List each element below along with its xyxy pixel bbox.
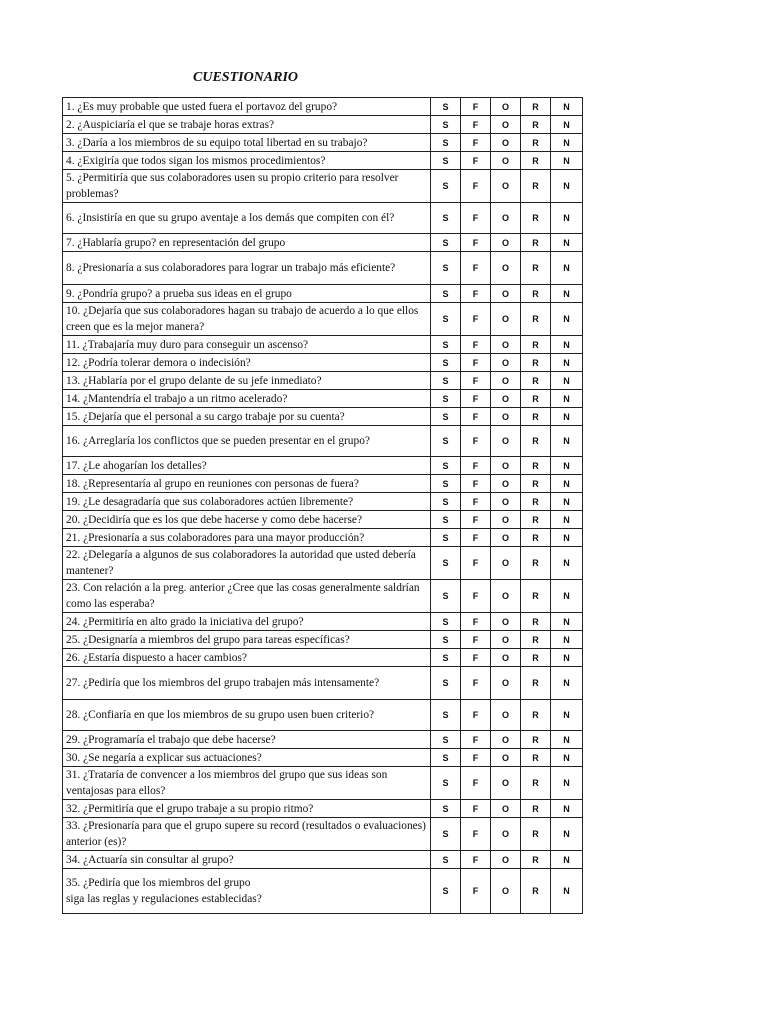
option-s[interactable]: S [431, 98, 461, 116]
option-r[interactable]: R [521, 800, 551, 818]
question-text: 32. ¿Permitiría que el grupo trabaje a su propio ritmo? [63, 800, 431, 818]
option-s[interactable]: S [431, 700, 461, 731]
option-f[interactable]: F [461, 457, 491, 475]
option-f[interactable]: F [461, 580, 491, 613]
question-text: 26. ¿Estaría dispuesto a hacer cambios? [63, 649, 431, 667]
option-r[interactable]: R [521, 475, 551, 493]
option-s[interactable]: S [431, 529, 461, 547]
question-row [63, 529, 583, 547]
option-f[interactable]: F [461, 631, 491, 649]
option-n[interactable]: N [551, 152, 583, 170]
option-n[interactable]: N [551, 749, 583, 767]
question-row [63, 354, 583, 372]
option-s[interactable]: S [431, 234, 461, 252]
option-r[interactable]: R [521, 731, 551, 749]
option-s[interactable]: S [431, 613, 461, 631]
option-f[interactable]: F [461, 203, 491, 234]
question-text: 30. ¿Se negaría a explicar sus actuaciones? [63, 749, 431, 767]
option-f[interactable]: F [461, 285, 491, 303]
option-o[interactable]: O [491, 547, 521, 580]
option-n[interactable]: N [551, 580, 583, 613]
option-n[interactable]: N [551, 170, 583, 203]
question-row [63, 203, 583, 234]
question-text: 16. ¿Arreglaría los conflictos que se pueden presentar en el grupo? [63, 426, 431, 457]
option-r[interactable]: R [521, 580, 551, 613]
option-f[interactable]: F [461, 851, 491, 869]
question-row [63, 170, 583, 203]
question-row [63, 390, 583, 408]
question-row [63, 547, 583, 580]
option-r[interactable]: R [521, 303, 551, 336]
option-o[interactable]: O [491, 457, 521, 475]
option-o[interactable]: O [491, 134, 521, 152]
option-r[interactable]: R [521, 234, 551, 252]
question-row [63, 749, 583, 767]
option-o[interactable]: O [491, 303, 521, 336]
option-o[interactable]: O [491, 851, 521, 869]
question-text: 3. ¿Daría a los miembros de su equipo total libertad en su trabajo? [63, 134, 431, 152]
option-n[interactable]: N [551, 547, 583, 580]
question-row [63, 869, 583, 914]
option-r[interactable]: R [521, 116, 551, 134]
option-f[interactable]: F [461, 354, 491, 372]
option-o[interactable]: O [491, 152, 521, 170]
option-s[interactable]: S [431, 851, 461, 869]
option-n[interactable]: N [551, 511, 583, 529]
option-s[interactable]: S [431, 475, 461, 493]
option-o[interactable]: O [491, 800, 521, 818]
question-row [63, 818, 583, 851]
question-text: 2. ¿Auspiciaría el que se trabaje horas extras? [63, 116, 431, 134]
option-o[interactable]: O [491, 869, 521, 914]
question-row [63, 511, 583, 529]
option-f[interactable]: F [461, 667, 491, 700]
option-o[interactable]: O [491, 234, 521, 252]
option-f[interactable]: F [461, 731, 491, 749]
option-r[interactable]: R [521, 493, 551, 511]
option-f[interactable]: F [461, 613, 491, 631]
option-r[interactable]: R [521, 134, 551, 152]
option-o[interactable]: O [491, 749, 521, 767]
option-f[interactable]: F [461, 818, 491, 851]
option-o[interactable]: O [491, 336, 521, 354]
question-row [63, 580, 583, 613]
option-n[interactable]: N [551, 613, 583, 631]
option-n[interactable]: N [551, 390, 583, 408]
question-text: 34. ¿Actuaría sin consultar al grupo? [63, 851, 431, 869]
question-row [63, 408, 583, 426]
question-text: 13. ¿Hablaría por el grupo delante de su jefe inmediato? [63, 372, 431, 390]
question-text: 8. ¿Presionaría a sus colaboradores para lograr un trabajo más eficiente? [63, 252, 431, 285]
option-n[interactable]: N [551, 252, 583, 285]
option-n[interactable]: N [551, 818, 583, 851]
option-f[interactable]: F [461, 98, 491, 116]
page-title: CUESTIONARIO [193, 70, 299, 85]
option-n[interactable]: N [551, 667, 583, 700]
option-r[interactable]: R [521, 613, 551, 631]
question-row [63, 134, 583, 152]
option-o[interactable]: O [491, 649, 521, 667]
option-f[interactable]: F [461, 252, 491, 285]
questionnaire-body [63, 98, 583, 914]
option-s[interactable]: S [431, 372, 461, 390]
option-o[interactable]: O [491, 613, 521, 631]
option-o[interactable]: O [491, 372, 521, 390]
question-text: 6. ¿Insistiría en que su grupo aventaje a los demás que compiten con él? [63, 203, 431, 234]
option-n[interactable]: N [551, 98, 583, 116]
option-o[interactable]: O [491, 511, 521, 529]
option-r[interactable]: R [521, 457, 551, 475]
option-n[interactable]: N [551, 731, 583, 749]
option-n[interactable]: N [551, 408, 583, 426]
question-row [63, 457, 583, 475]
option-n[interactable]: N [551, 493, 583, 511]
question-row [63, 336, 583, 354]
option-s[interactable]: S [431, 336, 461, 354]
question-text: 19. ¿Le desagradaría que sus colaboradores actúen libremente? [63, 493, 431, 511]
option-n[interactable]: N [551, 134, 583, 152]
question-row [63, 98, 583, 116]
option-s[interactable]: S [431, 749, 461, 767]
option-r[interactable]: R [521, 649, 551, 667]
option-r[interactable]: R [521, 98, 551, 116]
option-n[interactable]: N [551, 203, 583, 234]
question-row [63, 475, 583, 493]
option-s[interactable]: S [431, 152, 461, 170]
option-f[interactable]: F [461, 869, 491, 914]
option-r[interactable]: R [521, 170, 551, 203]
option-f[interactable]: F [461, 408, 491, 426]
option-r[interactable]: R [521, 700, 551, 731]
question-text: 10. ¿Dejaría que sus colaboradores hagan su trabajo de acuerdo a lo que ellos creen que es la mejor manera? [63, 303, 431, 336]
option-r[interactable]: R [521, 285, 551, 303]
option-o[interactable]: O [491, 203, 521, 234]
question-row [63, 800, 583, 818]
option-o[interactable]: O [491, 354, 521, 372]
option-f[interactable]: F [461, 475, 491, 493]
option-s[interactable]: S [431, 869, 461, 914]
question-text: 4. ¿Exigiría que todos sigan los mismos procedimientos? [63, 152, 431, 170]
option-o[interactable]: O [491, 700, 521, 731]
option-n[interactable]: N [551, 869, 583, 914]
option-r[interactable]: R [521, 749, 551, 767]
option-s[interactable]: S [431, 116, 461, 134]
option-o[interactable]: O [491, 252, 521, 285]
question-text: 35. ¿Pediría que los miembros del grupo siga las reglas y regulaciones establecidas? [63, 869, 431, 914]
option-o[interactable]: O [491, 408, 521, 426]
option-n[interactable]: N [551, 767, 583, 800]
question-text: 17. ¿Le ahogarían los detalles? [63, 457, 431, 475]
option-s[interactable]: S [431, 800, 461, 818]
question-row [63, 116, 583, 134]
question-text: 5. ¿Permitiría que sus colaboradores usen su propio criterio para resolver problemas? [63, 170, 431, 203]
option-r[interactable]: R [521, 547, 551, 580]
option-n[interactable]: N [551, 851, 583, 869]
option-s[interactable]: S [431, 511, 461, 529]
question-text: 1. ¿Es muy probable que usted fuera el portavoz del grupo? [63, 98, 431, 116]
option-r[interactable]: R [521, 529, 551, 547]
question-row [63, 493, 583, 511]
option-r[interactable]: R [521, 354, 551, 372]
option-n[interactable]: N [551, 631, 583, 649]
option-r[interactable]: R [521, 152, 551, 170]
option-s[interactable]: S [431, 580, 461, 613]
option-f[interactable]: F [461, 529, 491, 547]
question-row [63, 303, 583, 336]
option-f[interactable]: F [461, 303, 491, 336]
question-text: 33. ¿Presionaría para que el grupo supere su record (resultados o evaluaciones) anterior (es)? [63, 818, 431, 851]
option-r[interactable]: R [521, 869, 551, 914]
option-o[interactable]: O [491, 493, 521, 511]
option-f[interactable]: F [461, 426, 491, 457]
option-f[interactable]: F [461, 511, 491, 529]
question-row [63, 613, 583, 631]
option-f[interactable]: F [461, 152, 491, 170]
option-r[interactable]: R [521, 390, 551, 408]
option-s[interactable]: S [431, 731, 461, 749]
option-n[interactable]: N [551, 649, 583, 667]
option-r[interactable]: R [521, 818, 551, 851]
option-o[interactable]: O [491, 475, 521, 493]
option-n[interactable]: N [551, 354, 583, 372]
option-s[interactable]: S [431, 457, 461, 475]
option-r[interactable]: R [521, 511, 551, 529]
option-f[interactable]: F [461, 372, 491, 390]
option-n[interactable]: N [551, 303, 583, 336]
option-s[interactable]: S [431, 203, 461, 234]
option-n[interactable]: N [551, 475, 583, 493]
option-n[interactable]: N [551, 234, 583, 252]
option-s[interactable]: S [431, 818, 461, 851]
question-text: 12. ¿Podría tolerar demora o indecisión? [63, 354, 431, 372]
option-o[interactable]: O [491, 731, 521, 749]
option-s[interactable]: S [431, 667, 461, 700]
question-row [63, 767, 583, 800]
option-s[interactable]: S [431, 649, 461, 667]
option-f[interactable]: F [461, 170, 491, 203]
option-o[interactable]: O [491, 170, 521, 203]
option-o[interactable]: O [491, 529, 521, 547]
option-n[interactable]: N [551, 285, 583, 303]
option-o[interactable]: O [491, 818, 521, 851]
option-r[interactable]: R [521, 203, 551, 234]
option-n[interactable]: N [551, 800, 583, 818]
option-f[interactable]: F [461, 767, 491, 800]
option-o[interactable]: O [491, 116, 521, 134]
option-f[interactable]: F [461, 800, 491, 818]
option-f[interactable]: F [461, 749, 491, 767]
question-text: 27. ¿Pediría que los miembros del grupo trabajen más intensamente? [63, 667, 431, 700]
option-f[interactable]: F [461, 649, 491, 667]
option-n[interactable]: N [551, 426, 583, 457]
question-row [63, 372, 583, 390]
option-n[interactable]: N [551, 336, 583, 354]
option-o[interactable]: O [491, 580, 521, 613]
option-r[interactable]: R [521, 408, 551, 426]
option-r[interactable]: R [521, 851, 551, 869]
option-s[interactable]: S [431, 303, 461, 336]
question-row [63, 631, 583, 649]
question-text: 7. ¿Hablaría grupo? en representación del grupo [63, 234, 431, 252]
question-row [63, 285, 583, 303]
question-row [63, 731, 583, 749]
question-text: 18. ¿Representaría al grupo en reuniones con personas de fuera? [63, 475, 431, 493]
option-r[interactable]: R [521, 767, 551, 800]
option-r[interactable]: R [521, 426, 551, 457]
option-s[interactable]: S [431, 170, 461, 203]
option-s[interactable]: S [431, 426, 461, 457]
question-text: 25. ¿Designaría a miembros del grupo para tareas específicas? [63, 631, 431, 649]
option-s[interactable]: S [431, 252, 461, 285]
question-text: 15. ¿Dejaría que el personal a su cargo trabaje por su cuenta? [63, 408, 431, 426]
option-f[interactable]: F [461, 493, 491, 511]
question-row [63, 667, 583, 700]
option-f[interactable]: F [461, 134, 491, 152]
question-text: 31. ¿Trataría de convencer a los miembros del grupo que sus ideas son ventajosas para ellos? [63, 767, 431, 800]
option-s[interactable]: S [431, 134, 461, 152]
question-row [63, 234, 583, 252]
question-text: 21. ¿Presionaría a sus colaboradores para una mayor producción? [63, 529, 431, 547]
option-f[interactable]: F [461, 234, 491, 252]
question-row [63, 700, 583, 731]
option-f[interactable]: F [461, 547, 491, 580]
option-o[interactable]: O [491, 285, 521, 303]
option-s[interactable]: S [431, 390, 461, 408]
option-o[interactable]: O [491, 390, 521, 408]
option-o[interactable]: O [491, 767, 521, 800]
option-f[interactable]: F [461, 116, 491, 134]
question-text: 29. ¿Programaría el trabajo que debe hacerse? [63, 731, 431, 749]
questionnaire-table [62, 97, 583, 914]
option-s[interactable]: S [431, 354, 461, 372]
option-n[interactable]: N [551, 116, 583, 134]
question-text: 20. ¿Decidiría que es los que debe hacerse y como debe hacerse? [63, 511, 431, 529]
option-o[interactable]: O [491, 426, 521, 457]
option-n[interactable]: N [551, 457, 583, 475]
option-s[interactable]: S [431, 767, 461, 800]
option-o[interactable]: O [491, 667, 521, 700]
question-text: 24. ¿Permitiría en alto grado la iniciativa del grupo? [63, 613, 431, 631]
question-row [63, 252, 583, 285]
option-f[interactable]: F [461, 700, 491, 731]
option-s[interactable]: S [431, 493, 461, 511]
option-n[interactable]: N [551, 372, 583, 390]
option-f[interactable]: F [461, 336, 491, 354]
question-text: 23. Con relación a la preg. anterior ¿Cree que las cosas generalmente saldrían como las esperaba? [63, 580, 431, 613]
option-r[interactable]: R [521, 667, 551, 700]
question-text: 11. ¿Trabajaría muy duro para conseguir un ascenso? [63, 336, 431, 354]
option-s[interactable]: S [431, 631, 461, 649]
option-n[interactable]: N [551, 700, 583, 731]
option-n[interactable]: N [551, 529, 583, 547]
option-r[interactable]: R [521, 252, 551, 285]
question-row [63, 851, 583, 869]
option-r[interactable]: R [521, 336, 551, 354]
question-text: 9. ¿Pondría grupo? a prueba sus ideas en el grupo [63, 285, 431, 303]
option-s[interactable]: S [431, 285, 461, 303]
question-text: 28. ¿Confiaría en que los miembros de su grupo usen buen criterio? [63, 700, 431, 731]
option-s[interactable]: S [431, 547, 461, 580]
question-row [63, 152, 583, 170]
option-s[interactable]: S [431, 408, 461, 426]
option-o[interactable]: O [491, 98, 521, 116]
question-row [63, 649, 583, 667]
option-r[interactable]: R [521, 631, 551, 649]
question-row [63, 426, 583, 457]
option-o[interactable]: O [491, 631, 521, 649]
option-r[interactable]: R [521, 372, 551, 390]
question-text: 22. ¿Delegaría a algunos de sus colaboradores la autoridad que usted debería mantener? [63, 547, 431, 580]
option-f[interactable]: F [461, 390, 491, 408]
question-text: 14. ¿Mantendría el trabajo a un ritmo acelerado? [63, 390, 431, 408]
